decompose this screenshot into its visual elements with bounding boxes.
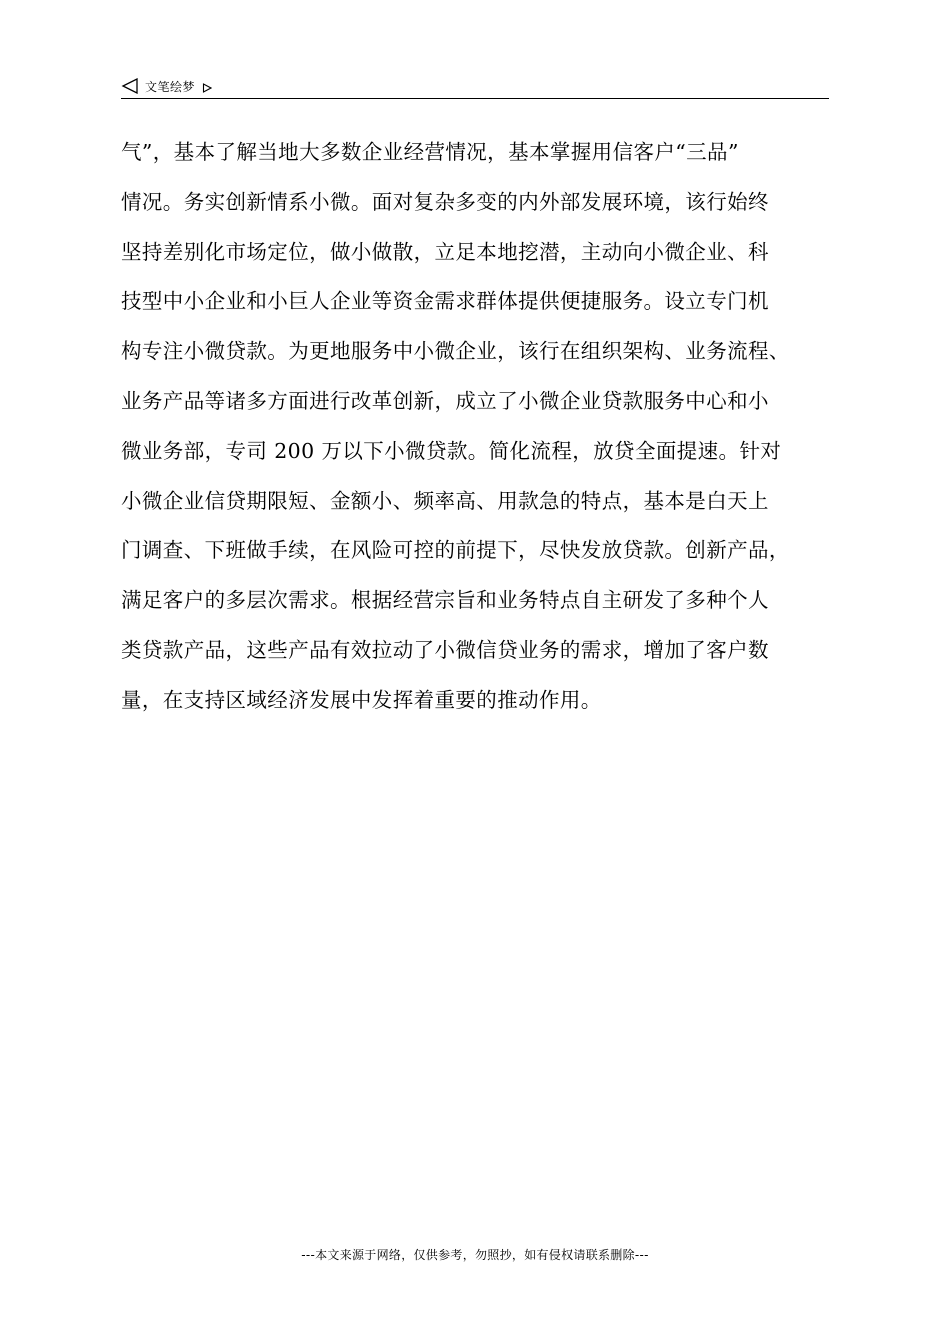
body-line: 业务产品等诸多方面进行改革创新，成立了小微企业贷款服务中心和小 (121, 388, 769, 413)
header-title: 文笔绘梦 (145, 79, 196, 94)
body-line: 类贷款产品，这些产品有效拉动了小微信贷业务的需求，增加了客户数 (121, 637, 769, 662)
body-line: 小微企业信贷期限短、金额小、频率高、用款急的特点，基本是白天上 (121, 488, 769, 513)
triangle-left-outline-icon (121, 78, 139, 94)
body-line: 量，在支持区域经济发展中发挥着重要的推动作用。 (121, 687, 602, 712)
body-line: 微业务部，专司 200 万以下小微贷款。简化流程，放贷全面提速。针对 (121, 438, 782, 463)
body-line: 坚持差别化市场定位，做小做散，立足本地挖潜，主动向小微企业、科 (121, 239, 769, 264)
body-line: 技型中小企业和小巨人企业等资金需求群体提供便捷服务。设立专门机 (121, 289, 769, 314)
page-header (121, 74, 829, 99)
body-paragraph (121, 128, 833, 726)
body-line: 满足客户的多层次需求。根据经营宗旨和业务特点自主研发了多种个人 (121, 588, 769, 613)
page-footer: ---本文来源于网络，仅供参考，勿照抄，如有侵权请联系删除--- (301, 1248, 649, 1262)
body-line: 情况。务实创新情系小微。面对复杂多变的内外部发展环境，该行始终 (121, 189, 769, 214)
body-line: 门调查、下班做手续，在风险可控的前提下，尽快发放贷款。创新产品， (121, 538, 790, 563)
body-line: 气”，基本了解当地大多数企业经营情况，基本掌握用信客户“三品” (121, 140, 739, 164)
triangle-right-outline-icon (202, 78, 212, 88)
body-line: 构专注小微贷款。为更地服务中小微企业，该行在组织架构、业务流程、 (121, 339, 790, 364)
